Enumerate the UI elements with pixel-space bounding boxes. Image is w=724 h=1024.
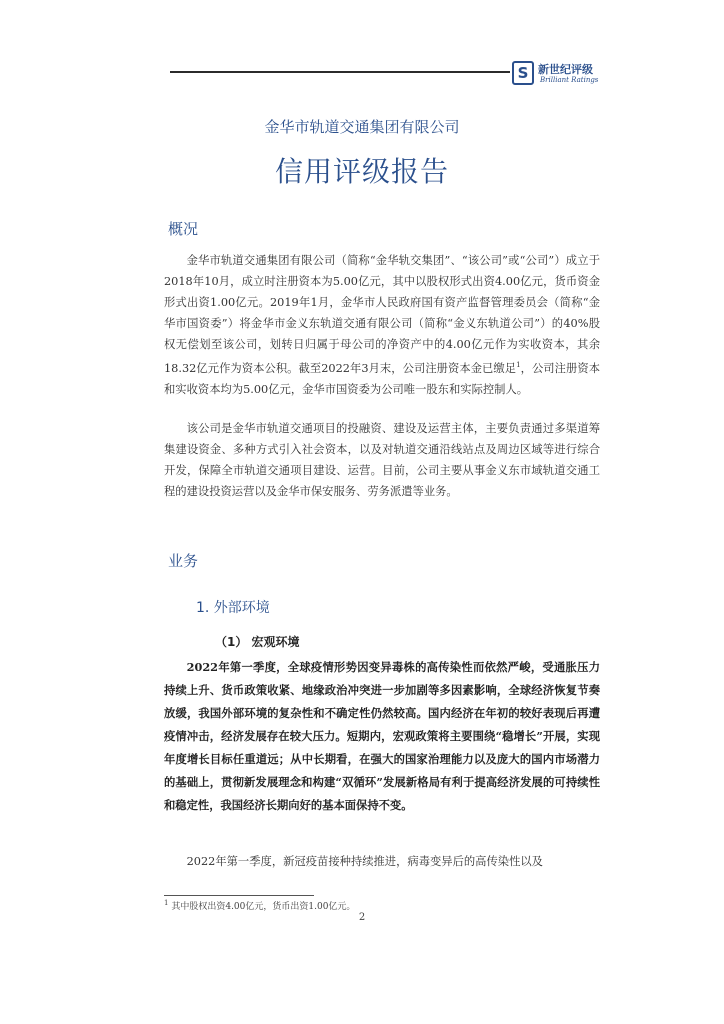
logo-subtext: Brilliant Ratings	[540, 76, 599, 84]
footnote	[164, 899, 355, 912]
page-number: 2	[358, 912, 366, 923]
logo-icon: S	[512, 61, 534, 85]
logo-text: 新世纪评级	[538, 63, 593, 76]
company-name: 金华市轨道交通集团有限公司	[264, 118, 460, 136]
overview-paragraph-1	[164, 250, 600, 400]
header-rule	[170, 71, 510, 73]
footnote-ref: 1	[516, 361, 521, 369]
subsubsection-heading-macro: （1） 宏观环境	[215, 635, 300, 649]
section-heading-overview: 概况	[168, 220, 199, 238]
footnote-text: 其中股权出资4.00亿元，货币出资1.00亿元。	[171, 902, 356, 912]
footnote-mark: 1	[164, 899, 169, 907]
overview-paragraph-1-tail: ，公司注册资本和实收资本均为5.00亿元，金华市国资委为公司唯一股东和实际控制人。	[164, 361, 600, 396]
rating-agency-logo	[512, 58, 612, 90]
document-title: 信用评级报告	[274, 155, 449, 188]
overview-paragraph-1-text: 金华市轨道交通集团有限公司（简称“金华轨交集团”、“该公司”或“公司”）成立于2018年10月，成立时注册资本为5.00亿元，其中以股权形式出资4.00亿元，货币资金形式出资1.00亿元。2019年1月，金华市人民政府国有资产监督管理委员会（简称“金华市国资委”）将金华市金义东轨道交通有限公司（简称“金义东轨道公司”）的40%股权无偿划至该公司，划转日归属于母公司的净资产中的4.00亿元作为实收资本，其余18.32亿元作为资本公积。截至2022年3月末，公司注册资本金已缴足	[164, 254, 600, 375]
footnote-rule	[164, 895, 314, 896]
macro-paragraph: 2022年第一季度，全球疫情形势因变异毒株的高传染性而依然严峻，受通胀压力持续上升、货币政策收紧、地缘政治冲突进一步加剧等多因素影响，全球经济恢复节奏放缓，我国外部环境的复杂性和不确定性仍然较高。国内经济在年初的较好表现后再遭疫情冲击，经济发展存在较大压力。短期内，宏观政策将主要围绕“稳增长”开展，实现年度增长目标任重道远；从中长期看，在强大的国家治理能力以及庞大的国内市场潜力的基础上，贯彻新发展理念和构建“双循环”发展新格局有利于提高经济发展的可持续性和稳定性，我国经济长期向好的基本面保持不变。	[164, 660, 600, 812]
overview-paragraph-2: 该公司是金华市轨道交通项目的投融资、建设及运营主体，主要负责通过多渠道筹集建设资金、多种方式引入社会资本，以及对轨道交通沿线站点及周边区域等进行综合开发，保障全市轨道交通项目建设、运营。目前，公司主要从事金义东市域轨道交通工程的建设投资运营以及金华市保安服务、劳务派遣等业务。	[164, 422, 600, 498]
continuation-paragraph: 2022年第一季度，新冠疫苗接种持续推进，病毒变异后的高传染性以及	[186, 855, 543, 868]
section-heading-business: 业务	[168, 552, 199, 570]
subsection-heading-external-environment: 1. 外部环境	[196, 600, 270, 616]
